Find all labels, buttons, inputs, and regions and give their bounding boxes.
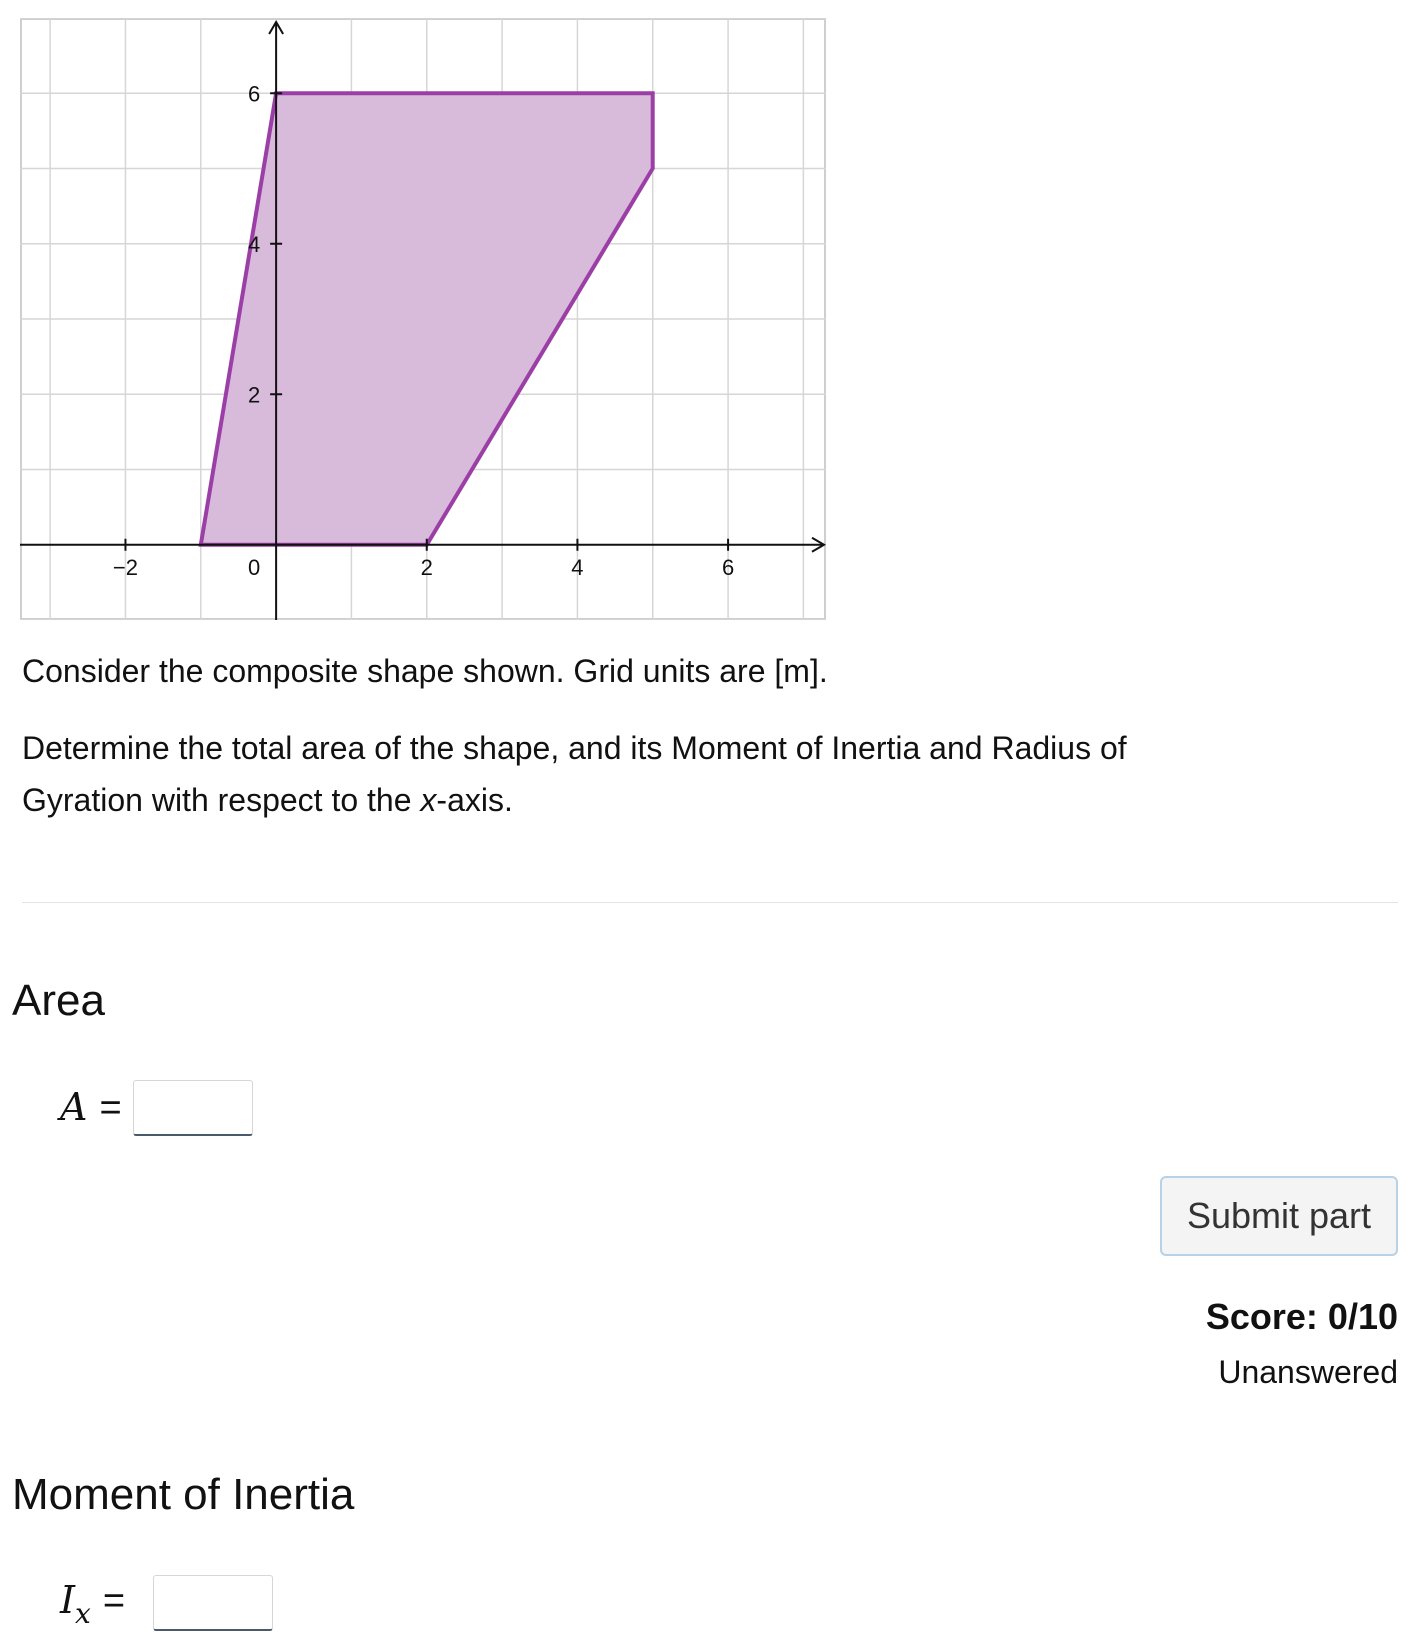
x-tick-label: 2 <box>420 554 433 580</box>
area-part-heading: Area <box>12 976 105 1025</box>
equals-sign: = <box>99 1087 122 1129</box>
moment-variable-subscript: x <box>75 1597 91 1630</box>
y-tick-label: 6 <box>247 81 261 107</box>
answer-status: Unanswered <box>1218 1354 1398 1390</box>
submit-part-button[interactable]: Submit part <box>1160 1176 1398 1256</box>
problem-statement-line-2: Determine the total area of the shape, and its Moment of Inertia and Radius of <box>22 730 1127 766</box>
y-tick-label: 2 <box>247 382 261 408</box>
moment-answer-input[interactable] <box>153 1575 273 1631</box>
statement-text: -axis. <box>436 782 513 818</box>
area-answer-input[interactable] <box>133 1080 253 1136</box>
problem-statement-line-3 <box>22 774 513 826</box>
area-variable: A <box>60 1085 88 1129</box>
x-tick-label: −2 <box>112 554 139 580</box>
problem-statement-line-1: Consider the composite shape shown. Grid units are [m]. <box>22 653 828 689</box>
y-tick-label: 4 <box>247 231 261 257</box>
moment-of-inertia-heading: Moment of Inertia <box>12 1470 355 1519</box>
section-divider <box>22 902 1398 903</box>
x-tick-label: 0 <box>247 554 261 580</box>
equals-sign: = <box>102 1580 126 1622</box>
area-variable-label <box>60 1085 122 1130</box>
x-tick-label: 4 <box>571 554 584 580</box>
statement-variable: x <box>420 782 437 818</box>
score-label: Score: 0/10 <box>1205 1296 1398 1337</box>
statement-text: Gyration with respect to the <box>22 782 421 818</box>
moment-variable: I <box>60 1578 76 1622</box>
x-tick-label: 6 <box>721 554 735 580</box>
shape-graph <box>20 18 826 620</box>
moment-variable-label <box>60 1578 126 1630</box>
